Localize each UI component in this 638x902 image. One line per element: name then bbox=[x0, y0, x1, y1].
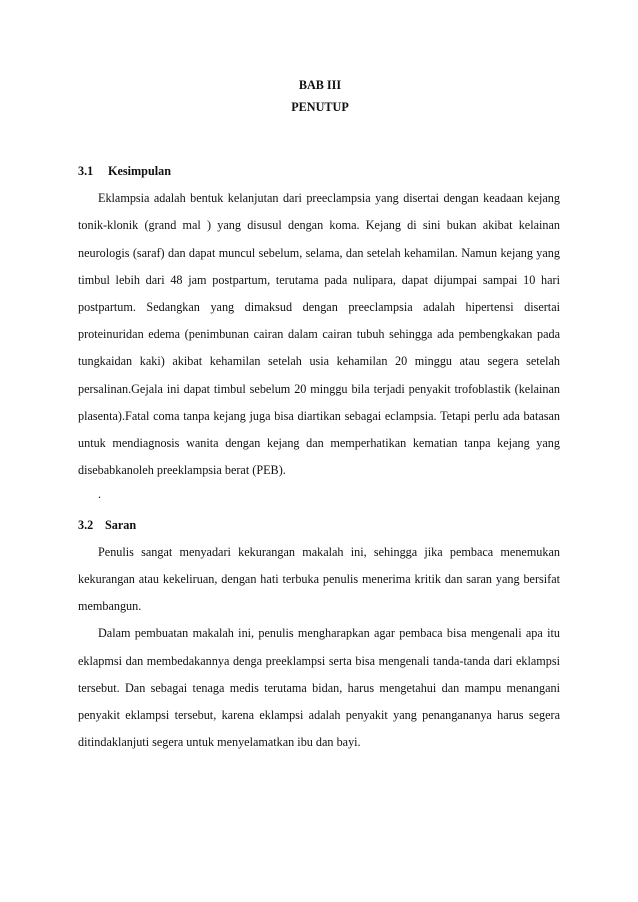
chapter-header bbox=[0, 74, 638, 118]
chapter-title: PENUTUP bbox=[291, 100, 349, 114]
document-body bbox=[78, 158, 560, 756]
chapter-label: BAB III bbox=[298, 78, 342, 92]
paragraph: Eklampsia adalah bentuk kelanjutan dari preeclampsia yang disertai dengan keadaan kejang tonik-klonik (grand mal ) yang disusul dengan koma. Kejang di sini bukan akibat kelainan neurologis (saraf) dan dapat muncul sebelum, selama, dan setelah kehamilan. Namun kejang yang timbul lebih dari 48 jam postpartum, terutama pada nulipara, dapat dijumpai sampai 10 hari postpartum. Sedangkan yang dimaksud dengan preeclampsia adalah hipertensi disertai proteinuridan edema (penimbunan cairan dalam cairan tubuh sehingga ada pembengkakan pada tungkaidan kaki) akibat kehamilan setelah usia kehamilan 20 minggu atau segera setelah persalinan.Gejala ini dapat timbul sebelum 20 minggu bila terjadi penyakit trofoblastik (kelainan plasenta).Fatal coma tanpa kejang juga bisa diartikan sebagai eclampsia. Tetapi perlu ada batasan untuk mendiagnosis wanita dengan kejang dan memperhatikan kematian tanpa kejang yang disebabkanoleh preeklampsia berat (PEB). bbox=[78, 191, 560, 478]
paragraph: Penulis sangat menyadari kekurangan makalah ini, sehingga jika pembaca menemukan kekurangan atau kekeliruan, dengan hati terbuka penulis menerima kritik dan saran yang bersifat membangun. bbox=[78, 544, 560, 614]
trailing-mark: . bbox=[98, 487, 102, 502]
section-title: Saran bbox=[105, 517, 137, 532]
section-heading-saran bbox=[78, 512, 560, 539]
paragraph: Dalam pembuatan makalah ini, penulis mengharapkan agar pembaca bisa mengenali apa itu eklapmsi dan membedakannya denga preeklampsi serta bisa mengenali tanda-tanda dari eklampsi tersebut. Dan sebagai tenaga medis terutama bidan, harus mengetahui dan mampu menangani penyakit eklampsi tersebut, karena eklampsi adalah penyakit yang penangananya harus segera ditindaklanjuti segera untuk menyelamatkan ibu dan bayi. bbox=[78, 626, 560, 750]
section-title: Kesimpulan bbox=[108, 164, 171, 178]
section-number: 3.1 bbox=[78, 164, 94, 178]
section-heading-kesimpulan bbox=[78, 158, 560, 185]
section-number: 3.2 bbox=[78, 517, 94, 532]
